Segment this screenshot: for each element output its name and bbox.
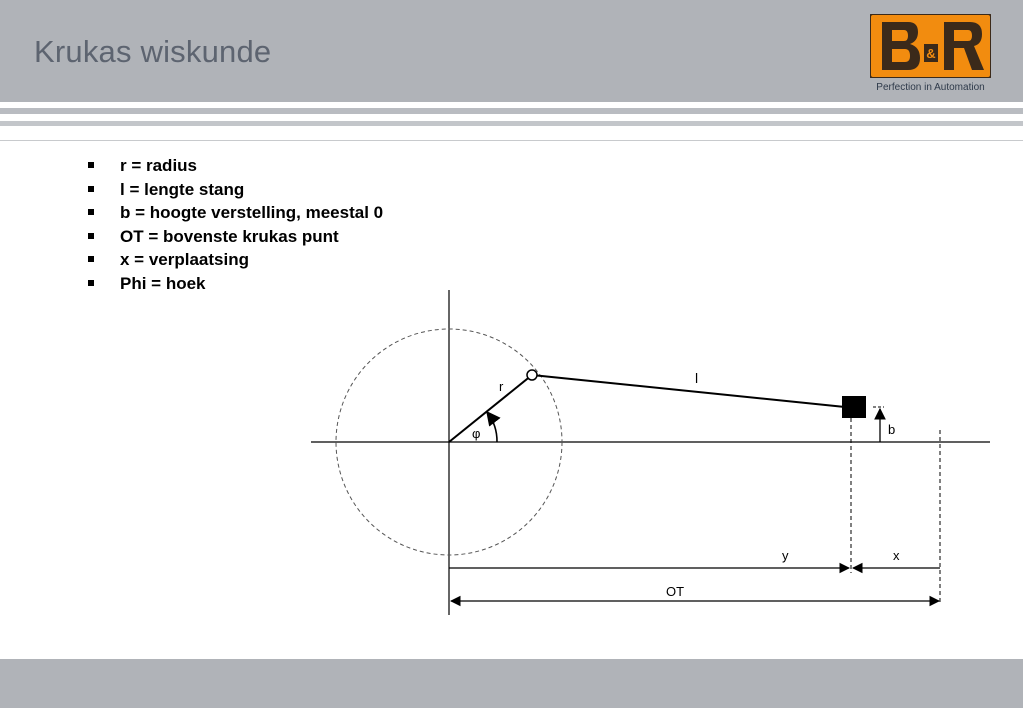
divider-grey-2 bbox=[0, 121, 1023, 126]
label-radius: r bbox=[499, 379, 504, 394]
crank-pin bbox=[527, 370, 537, 380]
label-rod: l bbox=[695, 370, 699, 386]
list-item: l = lengte stang bbox=[88, 178, 383, 202]
br-logo bbox=[870, 14, 991, 78]
divider-thin bbox=[0, 140, 1023, 141]
page-title: Krukas wiskunde bbox=[34, 34, 272, 69]
list-item: x = verplaatsing bbox=[88, 248, 383, 272]
bullet-square-icon bbox=[88, 209, 94, 215]
label-ot: OT bbox=[666, 584, 685, 599]
bullet-square-icon bbox=[88, 256, 94, 262]
crank-radius-line bbox=[449, 375, 532, 442]
label-angle: φ bbox=[472, 426, 481, 441]
list-item: r = radius bbox=[88, 154, 383, 178]
list-item: b = hoogte verstelling, meestal 0 bbox=[88, 201, 383, 225]
bullet-square-icon bbox=[88, 280, 94, 286]
list-item: Phi = hoek bbox=[88, 272, 383, 296]
svg-text:&: & bbox=[926, 46, 936, 61]
definition-list bbox=[88, 154, 383, 296]
connecting-rod-line bbox=[532, 375, 845, 407]
footer-bar bbox=[0, 659, 1023, 708]
list-item: OT = bovenste krukas punt bbox=[88, 225, 383, 249]
logo-tagline: Perfection in Automation bbox=[876, 82, 985, 93]
crankshaft-diagram bbox=[300, 285, 1000, 620]
divider-grey-1 bbox=[0, 108, 1023, 114]
bullet-square-icon bbox=[88, 186, 94, 192]
angle-arc bbox=[487, 412, 497, 442]
bullet-square-icon bbox=[88, 162, 94, 168]
piston-block bbox=[842, 396, 866, 418]
label-x: x bbox=[893, 548, 900, 563]
bullet-square-icon bbox=[88, 233, 94, 239]
label-height: b bbox=[888, 422, 896, 437]
label-y: y bbox=[782, 548, 789, 563]
